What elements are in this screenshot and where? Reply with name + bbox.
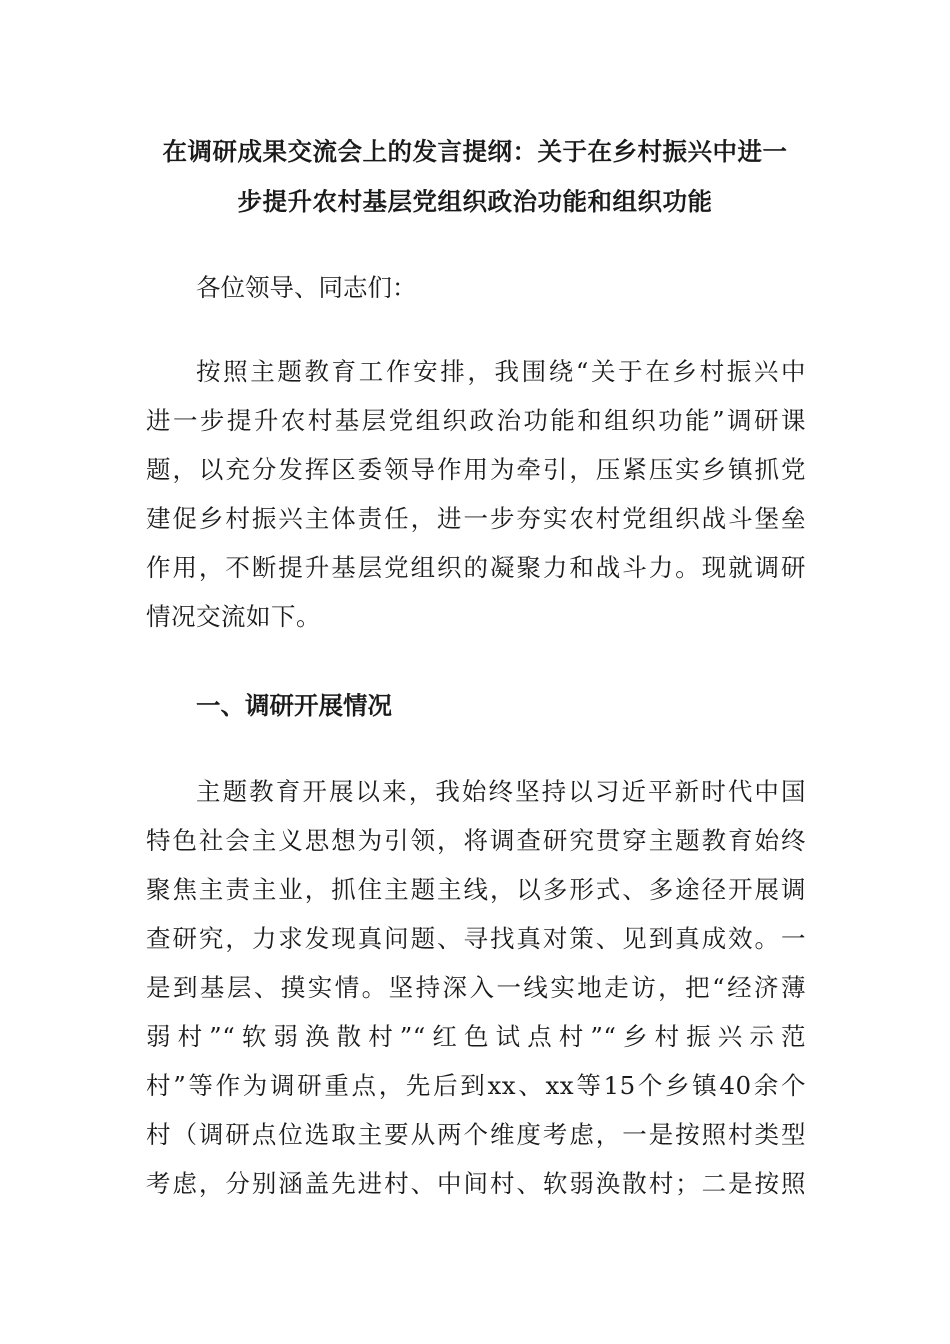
body-line: 主题教育开展以来，我始终坚持以习近平新时代中国 (196, 777, 806, 806)
greeting: 各位领导、同志们： (196, 273, 417, 302)
body-line: 村（调研点位选取主要从两个维度考虑，一是按照村类型 (146, 1120, 806, 1149)
intro-line: 情况交流如下。 (146, 602, 321, 631)
intro-line: 题，以充分发挥区委领导作用为牵引，压紧压实乡镇抓党 (146, 455, 806, 484)
section-heading: 一、调研开展情况 (196, 691, 392, 720)
intro-line: 建促乡村振兴主体责任，进一步夯实农村党组织战斗堡垒 (146, 504, 806, 533)
document-title-line-1: 在调研成果交流会上的发言提纲：关于在乡村振兴中进一 (162, 137, 788, 166)
intro-line: 按照主题教育工作安排，我围绕“关于在乡村振兴中 (196, 357, 806, 386)
intro-line: 作用，不断提升基层党组织的凝聚力和战斗力。现就调研 (146, 553, 806, 582)
body-line: 考虑，分别涵盖先进村、中间村、软弱涣散村；二是按照 (146, 1169, 806, 1198)
body-line: 是到基层、摸实情。坚持深入一线实地走访，把“经济薄 (146, 973, 806, 1002)
body-line: 特色社会主义思想为引领，将调查研究贯穿主题教育始终 (146, 826, 806, 855)
body-line: 弱村”“软弱涣散村”“红色试点村”“乡村振兴示范 (146, 1022, 806, 1051)
body-line: 聚焦主责主业，抓住主题主线，以多形式、多途径开展调 (146, 875, 806, 904)
document-title-line-2: 步提升农村基层党组织政治功能和组织功能 (237, 187, 713, 216)
body-line: 查研究，力求发现真问题、寻找真对策、见到真成效。一 (146, 924, 806, 953)
intro-line: 进一步提升农村基层党组织政治功能和组织功能”调研课 (146, 406, 806, 435)
body-line: 村”等作为调研重点，先后到xx、xx等15个乡镇40余个 (146, 1071, 806, 1100)
